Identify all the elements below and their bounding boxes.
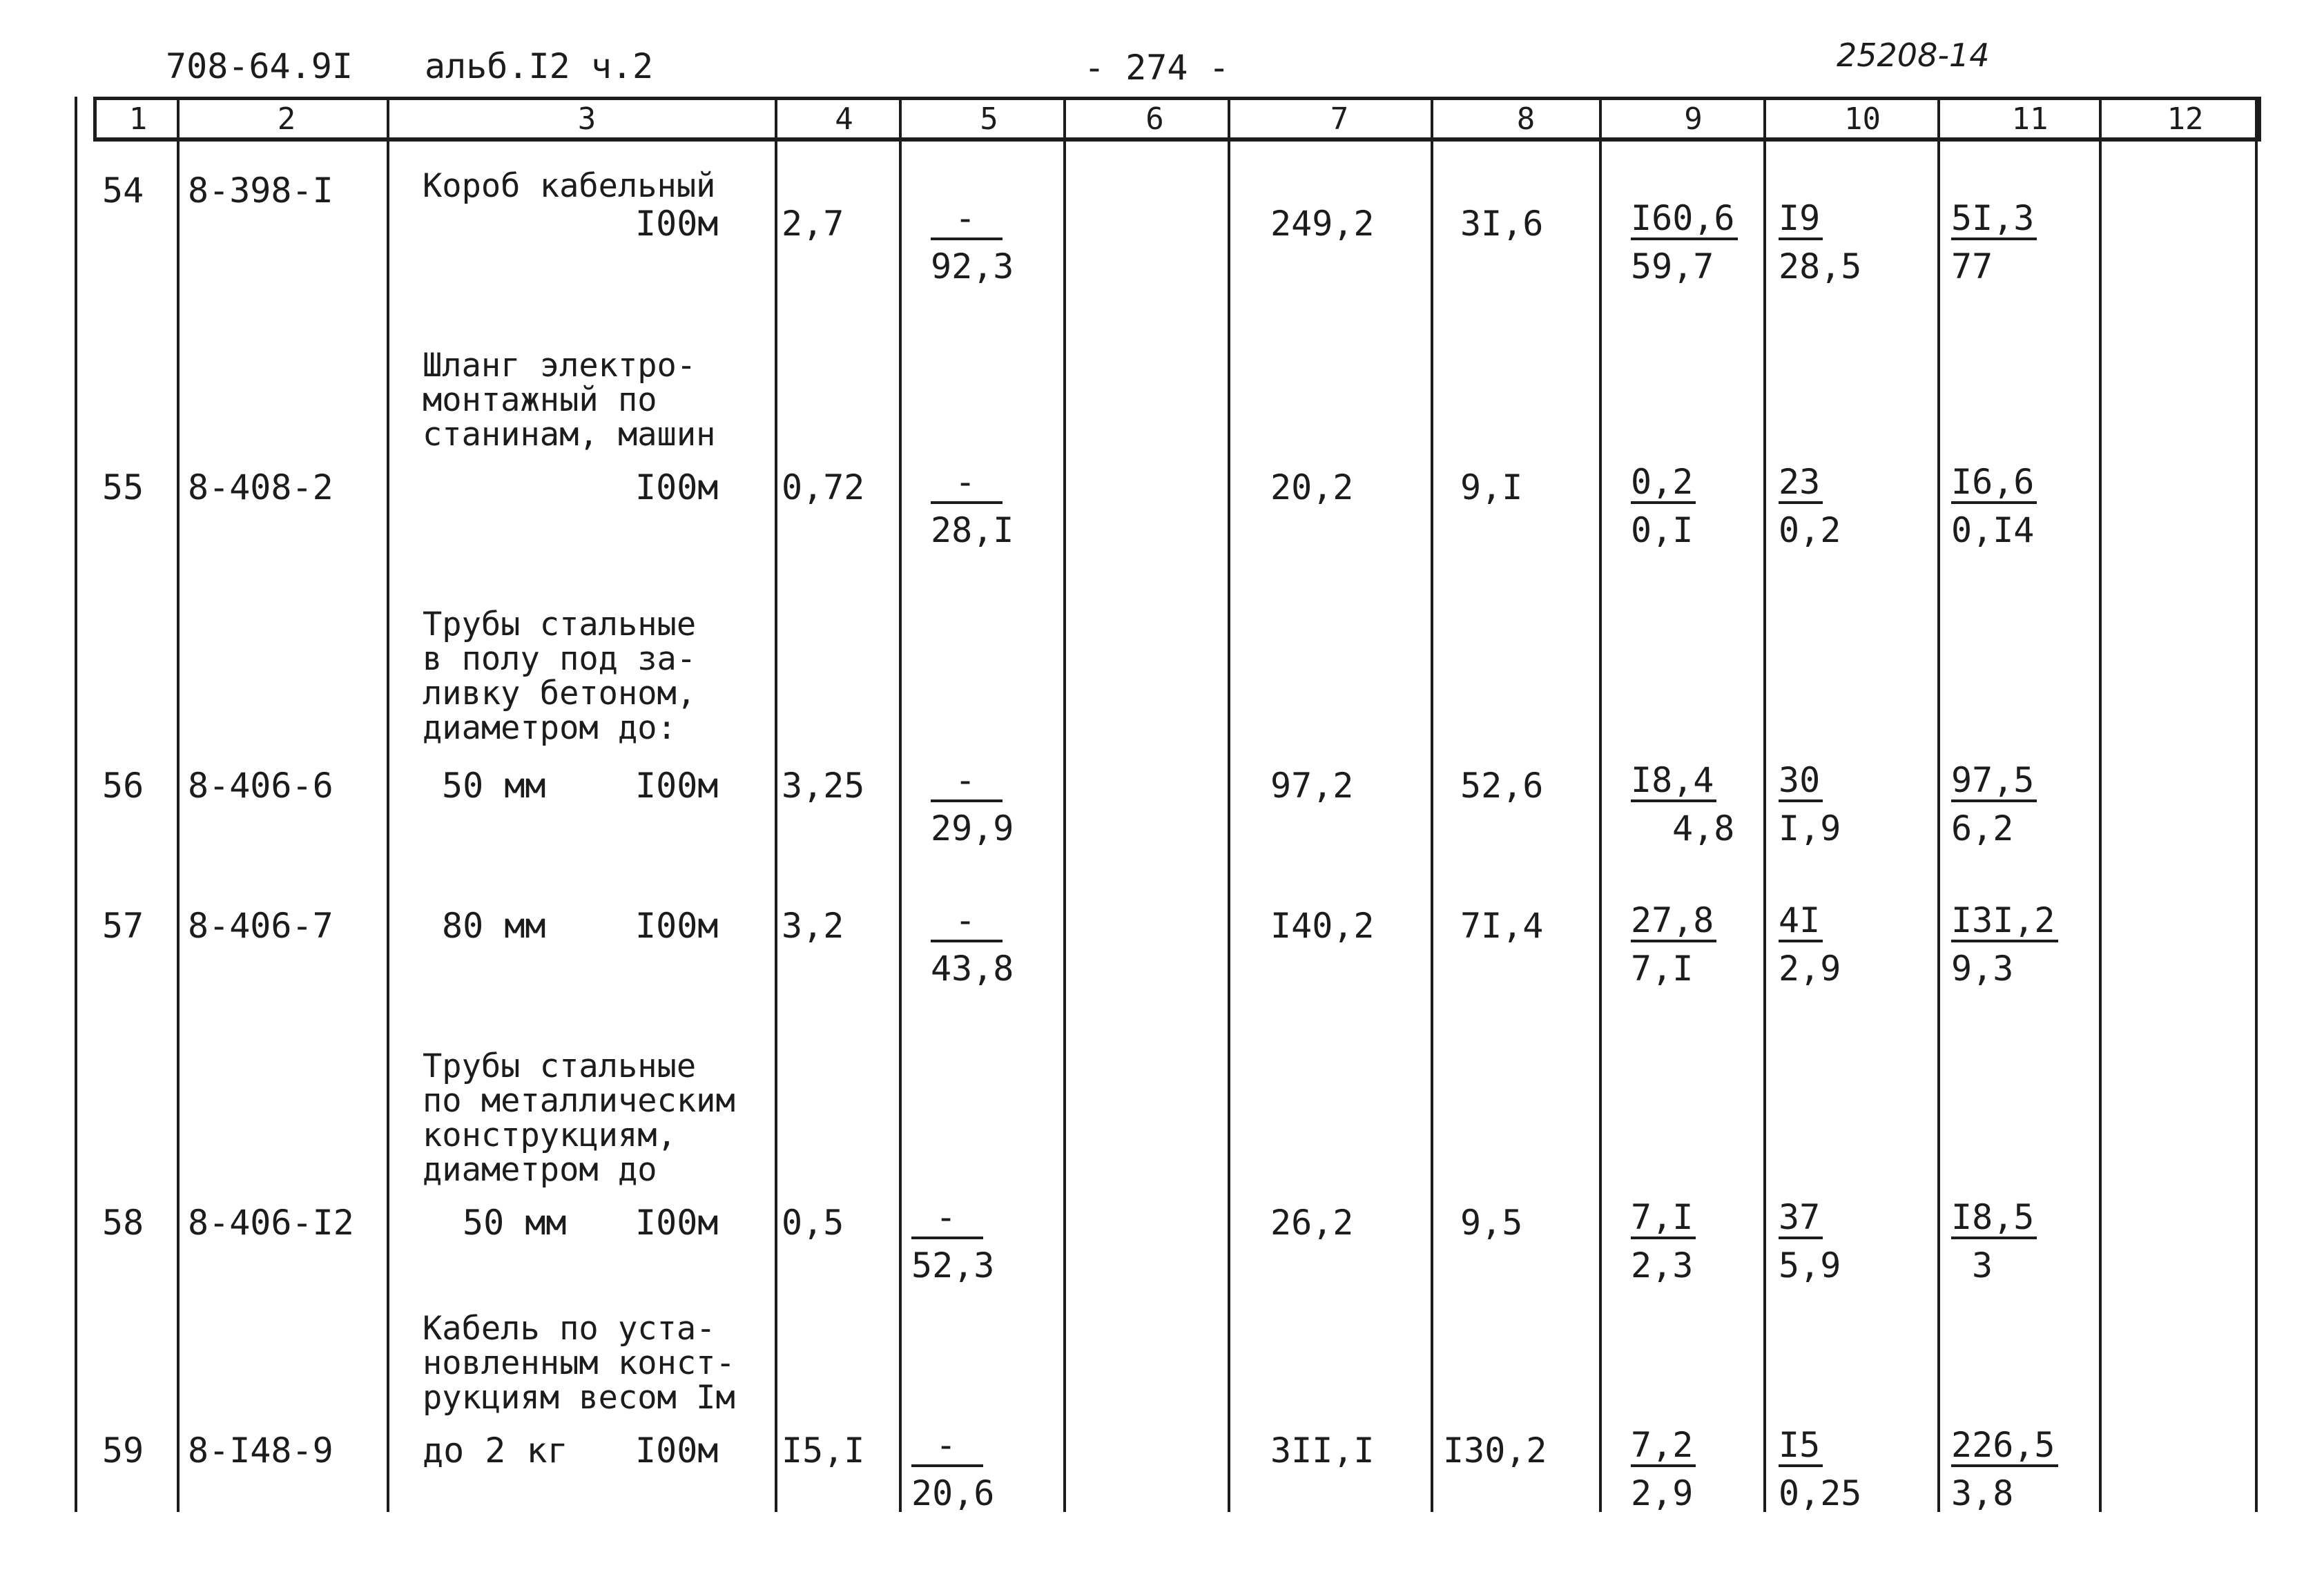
column-number: 8 [1516,101,1536,137]
column-divider [899,97,902,1512]
fraction-col10 [1779,1427,1861,1511]
fraction-top: 226,5 [1951,1427,2058,1467]
fraction-col5 [931,760,1014,849]
column-divider [1937,97,1940,1512]
column-number: 11 [2011,101,2049,137]
fraction-bottom: 0,2 [1779,510,1841,550]
fraction-bottom: 0,I [1631,510,1694,550]
work-description: Короб кабельный [423,167,716,205]
fraction-bottom: I,9 [1779,808,1841,849]
column-number: 9 [1684,101,1703,137]
fraction-top: 30 [1779,762,1823,802]
fraction-top: 27,8 [1631,902,1716,942]
fraction-bottom: 2,9 [1631,1473,1694,1513]
norm-code: 8-406-6 [188,766,333,806]
fraction-top: - [911,1199,983,1239]
fraction-top: 0,2 [1631,464,1696,504]
page-number: - 274 - [1084,48,1230,88]
value-col7: I40,2 [1270,906,1375,946]
fraction-col9 [1631,198,1738,287]
norm-code: 8-406-7 [188,906,333,946]
fraction-col9 [1631,464,1696,548]
column-divider [387,97,389,1512]
fraction-col10 [1779,464,1841,548]
quantity: 3,2 [782,906,844,946]
quantity: 0,5 [782,1203,844,1243]
fraction-bottom: 9,3 [1951,949,2014,989]
value-col8: 7I,4 [1460,906,1544,946]
unit: I00м [635,1203,719,1243]
fraction-col9 [1631,760,1735,849]
fraction-top: 37 [1779,1199,1823,1239]
album-reference: альб.I2 ч.2 [425,46,654,86]
size: 50 мм [442,766,546,806]
value-col7: 97,2 [1270,766,1354,806]
column-number-header [93,97,2261,142]
column-divider [177,97,180,1512]
fraction-bottom: 7,I [1631,949,1694,989]
fraction-top: I8,4 [1631,762,1716,802]
work-description: Шланг электро- монтажный по станинам, машин [423,347,716,454]
unit: I00м [635,766,719,806]
norm-code: 8-I48-9 [188,1431,333,1471]
fraction-col10 [1779,902,1841,987]
row-number: 58 [102,1203,144,1243]
quantity: 2,7 [782,204,844,244]
column-number: 4 [835,101,853,137]
fraction-top: I5 [1779,1427,1823,1467]
column-divider [1431,97,1433,1512]
fraction-col11 [1951,902,2058,987]
column-divider [75,97,77,1512]
fraction-col11 [1951,1197,2037,1286]
fraction-col5 [931,198,1014,287]
row-number: 56 [102,766,144,806]
value-col7: 3II,I [1270,1431,1375,1471]
fraction-bottom: 20,6 [911,1473,995,1513]
fraction-bottom: 2,9 [1779,949,1841,989]
column-divider [1763,97,1766,1512]
fraction-col10 [1779,1197,1841,1286]
value-col7: 20,2 [1270,467,1354,507]
unit: I00м [635,467,719,507]
fraction-top: 7,2 [1631,1427,1696,1467]
fraction-bottom: 59,7 [1631,246,1714,287]
value-col7: 26,2 [1270,1203,1354,1243]
column-number: 6 [1145,101,1164,137]
column-divider [2099,97,2102,1512]
fraction-bottom: 0,I4 [1951,510,2035,550]
column-number: 10 [1844,101,1881,137]
value-col8: I30,2 [1443,1431,1547,1471]
fraction-col5 [931,902,1014,987]
fraction-col5 [931,464,1014,548]
fraction-bottom: 0,25 [1779,1473,1862,1513]
fraction-col11 [1951,198,2037,287]
size: 50 мм [463,1203,567,1243]
fraction-col5 [911,1427,994,1511]
fraction-top: 5I,3 [1951,200,2037,240]
fraction-col10 [1779,760,1841,849]
fraction-col11 [1951,760,2037,849]
fraction-top: - [931,464,1003,504]
column-number: 2 [277,101,296,137]
value-col8: 52,6 [1460,766,1544,806]
norm-code: 8-406-I2 [188,1203,354,1243]
fraction-col9 [1631,1197,1696,1286]
row-number: 57 [102,906,144,946]
fraction-top: I8,5 [1951,1199,2037,1239]
unit: I00м [635,906,719,946]
column-number: 7 [1330,101,1349,137]
norm-code: 8-408-2 [188,467,333,507]
fraction-bottom: 3,8 [1951,1473,2014,1513]
value-col8: 9,I [1460,467,1523,507]
fraction-bottom: 43,8 [931,949,1014,989]
fraction-top: 7,I [1631,1199,1696,1239]
fraction-top: 97,5 [1951,762,2037,802]
fraction-bottom: 28,5 [1779,246,1862,287]
fraction-bottom: 77 [1951,246,1993,287]
fraction-col5 [911,1197,995,1286]
unit: I00м [635,204,719,244]
column-divider [775,97,777,1512]
column-number: 1 [128,101,148,137]
fraction-top: 23 [1779,464,1823,504]
fraction-top: I3I,2 [1951,902,2058,942]
value-col8: 3I,6 [1460,204,1544,244]
fraction-col9 [1631,1427,1696,1511]
value-col7: 249,2 [1270,204,1375,244]
column-number: 12 [2167,101,2204,137]
fraction-bottom: 5,9 [1779,1245,1841,1286]
work-description: Кабель по уста- новленным конст- рукциям весом Iм [423,1310,735,1417]
fraction-top: I6,6 [1951,464,2037,504]
fraction-bottom: 3 [1972,1245,1993,1286]
value-col8: 9,5 [1460,1203,1523,1243]
row-number: 54 [102,171,144,211]
norm-code: 8-398-I [188,171,333,211]
column-divider [1063,97,1066,1512]
work-description: Трубы стальные по металлическим конструкциям, диаметром до [423,1047,735,1189]
quantity: I5,I [782,1431,865,1471]
column-divider [1599,97,1602,1512]
fraction-top: - [931,902,1003,942]
row-number: 55 [102,467,144,507]
fraction-col11 [1951,1427,2058,1511]
fraction-bottom: 2,3 [1631,1245,1694,1286]
size: до 2 кг [423,1431,568,1471]
fraction-bottom: 92,3 [931,246,1014,287]
fraction-bottom: 4,8 [1672,808,1735,849]
fraction-top: I9 [1779,200,1823,240]
fraction-top: - [911,1427,983,1467]
fraction-col9 [1631,902,1716,987]
unit: I00м [635,1431,719,1471]
fraction-top: 4I [1779,902,1823,942]
quantity: 0,72 [782,467,865,507]
quantity: 3,25 [782,766,865,806]
fraction-top: - [931,200,1003,240]
work-description: Трубы стальные в полу под за- ливку бетоном, диаметром до: [423,605,697,747]
fraction-bottom: 52,3 [911,1245,995,1286]
inventory-number: 25208-14 [1837,37,1990,74]
column-number: 5 [980,101,998,137]
size: 80 мм [442,906,546,946]
document-code: 708-64.9I [166,46,353,86]
row-number: 59 [102,1431,144,1471]
fraction-col11 [1951,464,2037,548]
fraction-bottom: 28,I [931,510,1014,550]
column-divider [2255,97,2258,1512]
fraction-col10 [1779,198,1862,287]
fraction-bottom: 29,9 [931,808,1014,849]
fraction-top: - [931,762,1003,802]
column-number: 3 [577,101,597,137]
fraction-bottom: 6,2 [1951,808,2014,849]
column-divider [1228,97,1230,1512]
fraction-top: I60,6 [1631,200,1738,240]
